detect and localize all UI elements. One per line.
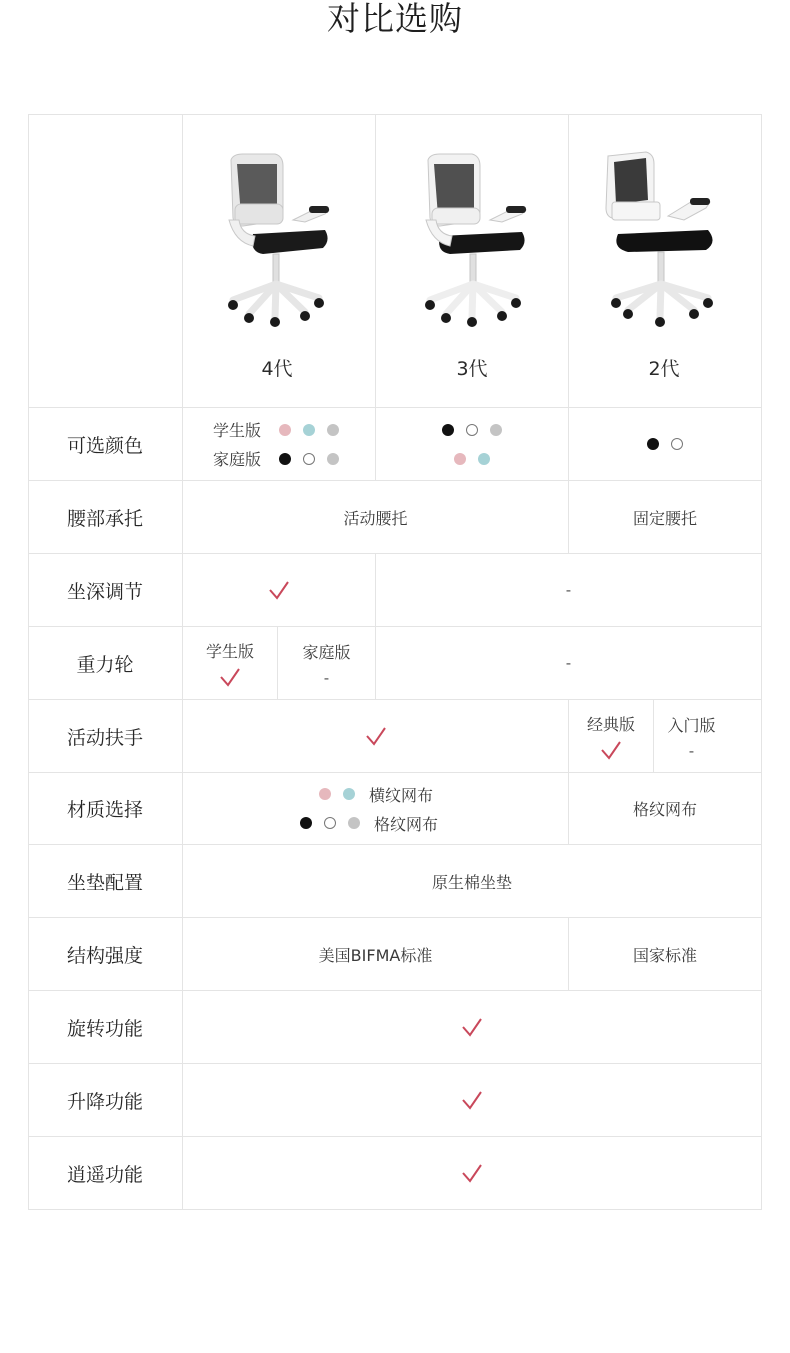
color-swatch-blue xyxy=(303,424,315,436)
page-title: 对比选购 xyxy=(327,0,463,38)
color-swatch-black xyxy=(647,438,659,450)
lumbar-fixed: 固定腰托 xyxy=(632,508,697,528)
row-label-armrest: 活动扶手 xyxy=(66,726,143,749)
not-available-mark: - xyxy=(323,668,330,687)
rotate-all xyxy=(183,991,761,1063)
chair-icon xyxy=(598,150,726,328)
lumbar-active: 活动腰托 xyxy=(343,508,408,528)
gen3-colors-row1 xyxy=(436,415,508,444)
color-swatch-black xyxy=(279,453,291,465)
color-swatch-blue xyxy=(343,788,355,800)
generation-label-3: 3代 xyxy=(456,358,488,380)
gen3-color-options xyxy=(376,408,568,480)
check-icon xyxy=(219,666,241,688)
armrest-gen4-gen3 xyxy=(183,700,568,772)
armrest-entry xyxy=(654,700,729,772)
gen2-colors-row1 xyxy=(641,430,689,459)
horizontal-mesh-label: 横纹网布 xyxy=(369,785,434,805)
not-available-mark: - xyxy=(565,654,572,672)
row-label-material: 材质选择 xyxy=(66,799,143,821)
row-label-structure: 结构强度 xyxy=(66,944,143,967)
grid-line xyxy=(761,114,762,1209)
color-swatch-black xyxy=(300,817,312,829)
row-label-lift: 升降功能 xyxy=(66,1090,143,1113)
grid-line xyxy=(28,114,762,115)
color-swatch-grey xyxy=(490,424,502,436)
gen2-color-options xyxy=(569,408,761,480)
chair-icon xyxy=(410,150,538,328)
material-gen2: 格纹网布 xyxy=(632,800,697,819)
row-label-gravity-wheel: 重力轮 xyxy=(76,653,134,676)
family-edition-label: 家庭版 xyxy=(212,450,261,469)
not-available-mark: - xyxy=(688,741,695,760)
seat-depth-none xyxy=(376,554,761,626)
row-label-tilt: 逍遥功能 xyxy=(66,1163,143,1186)
check-icon xyxy=(365,725,387,747)
classic-edition-label: 经典版 xyxy=(586,714,635,734)
seat-depth-gen4 xyxy=(183,554,375,626)
structure-national-standard: 国家标准 xyxy=(632,945,697,965)
color-swatch-grey xyxy=(327,424,339,436)
color-swatch-white xyxy=(303,453,315,465)
color-swatch-white xyxy=(466,424,478,436)
tilt-all xyxy=(183,1137,761,1209)
gen4-color-options xyxy=(183,408,375,480)
row-label-lumbar: 腰部承托 xyxy=(66,507,143,530)
check-icon xyxy=(461,1162,483,1184)
color-swatch-pink xyxy=(279,424,291,436)
row-label-colors: 可选颜色 xyxy=(66,434,143,457)
grid-line xyxy=(28,1209,762,1210)
gravity-family xyxy=(278,627,375,699)
family-edition-label: 家庭版 xyxy=(302,642,351,662)
student-edition-label: 学生版 xyxy=(212,421,261,440)
not-available-mark: - xyxy=(565,581,572,599)
color-swatch-white xyxy=(324,817,336,829)
check-icon xyxy=(600,739,622,761)
student-edition-label: 学生版 xyxy=(205,641,254,661)
gen3-colors-row2 xyxy=(448,444,496,473)
row-label-seat-depth: 坐深调节 xyxy=(66,580,143,603)
color-swatch-black xyxy=(442,424,454,436)
material-grid-row xyxy=(183,809,568,838)
generation-label-2: 2代 xyxy=(648,358,680,380)
generation-label-4: 4代 xyxy=(261,358,293,380)
row-label-cushion: 坐垫配置 xyxy=(66,871,143,894)
gravity-none xyxy=(376,627,761,699)
color-swatch-white xyxy=(671,438,683,450)
chair-icon xyxy=(213,150,341,328)
cushion-value: 原生棉坐垫 xyxy=(431,872,512,892)
material-gen4-gen3 xyxy=(183,773,568,844)
color-swatch-blue xyxy=(478,453,490,465)
color-swatch-pink xyxy=(319,788,331,800)
color-swatch-pink xyxy=(454,453,466,465)
material-horizontal-row xyxy=(183,780,568,809)
color-swatch-grey xyxy=(327,453,339,465)
gen4-student-colors xyxy=(213,415,345,444)
lift-all xyxy=(183,1064,761,1136)
gen4-family-colors xyxy=(213,444,345,473)
check-icon xyxy=(461,1016,483,1038)
structure-us-standard: 美国BIFMA标准 xyxy=(318,945,433,965)
gravity-student xyxy=(183,627,277,699)
color-swatch-grey xyxy=(348,817,360,829)
check-icon xyxy=(268,579,290,601)
row-label-rotate: 旋转功能 xyxy=(66,1017,143,1040)
check-icon xyxy=(461,1089,483,1111)
entry-edition-label: 入门版 xyxy=(667,715,716,735)
grid-mesh-label: 格纹网布 xyxy=(374,814,439,834)
armrest-classic xyxy=(569,700,653,772)
